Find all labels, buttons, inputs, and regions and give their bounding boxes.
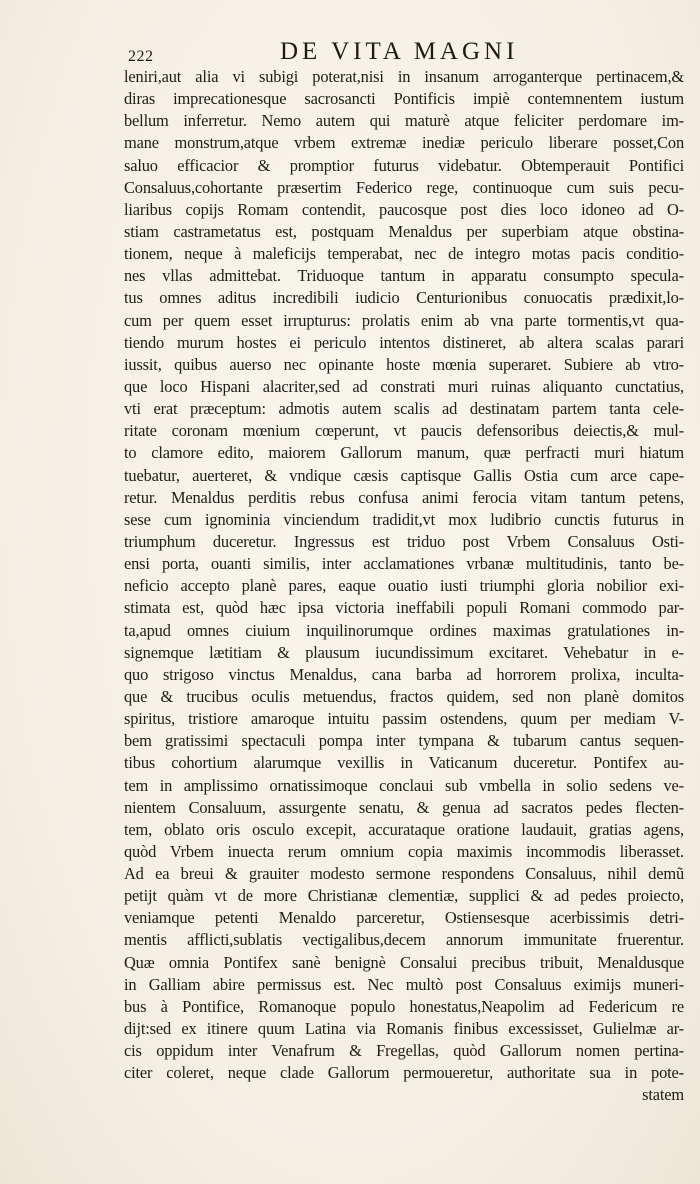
text-line: que & trucibus oculis metuendus, fractos quidem, sed non planè domitos [124, 686, 684, 706]
text-line: triumphum duceretur. Ingressus est triduo post Vrbem Consaluus Osti- [124, 531, 684, 551]
text-line: veniamque petenti Menaldo parceretur, Ostiensesque acerbissimis detri- [124, 908, 684, 928]
text-line: cum per quem esset irrupturus: prolatis enim ab vna parte tormentis,vt qua- [124, 310, 684, 330]
text-line: sese cum ignominia vinciendum tradidit,vt mox ludibrio cunctis futurus in [124, 509, 684, 529]
text-line: bus à Pontifice, Romanoque populo honestatus,Neapolim ad Federicum re [124, 996, 684, 1016]
text-line: spiritus, tristiore amaroque intuitu passim ostendens, quum per mediam V- [124, 709, 684, 729]
text-line: tiendo murum hostes ei periculo intentos distineret, ab altera scalas parari [124, 332, 684, 352]
body-text [124, 66, 684, 1107]
text-line: Ad ea breui & grauiter modesto sermone respondens Consaluus, nihil demũ [124, 864, 684, 884]
text-line: Quæ omnia Pontifex sanè benignè Consalui precibus tribuit, Menaldusque [124, 952, 684, 972]
text-line: retur. Menaldus perditis rebus confusa animi ferocia vitam tantum petens, [124, 487, 684, 507]
text-line: ritate coronam mœnium cœperunt, vt paucis defensoribus deiectis,& mul- [124, 421, 684, 441]
page-number: 222 [128, 48, 154, 65]
text-line: statem [642, 1085, 684, 1105]
text-line: tus omnes aditus incredibili iudicio Centurionibus conuocatis prædixit,lo- [124, 288, 684, 308]
text-line: Consaluus,cohortante præsertim Federico rege, continuoque cum suis pecu- [124, 177, 684, 197]
text-line: stimata est, quòd hæc ipsa victoria ineffabili populi Romani commodo par- [124, 598, 684, 618]
text-line: in Galliam abire permissus est. Nec multò post Consaluus eximijs muneri- [124, 974, 684, 994]
text-line: ensi porta, ouanti similis, inter acclamationes vrbanæ multitudinis, tanto be- [124, 554, 684, 574]
text-line: saluo efficacior & promptior futurus videbatur. Obtemperauit Pontifici [124, 155, 684, 175]
text-line: tem in amplissimo ornatissimoque conclaui sub vmbella in solio sedens ve- [124, 775, 684, 795]
text-line: nientem Consaluum, assurgente senatu, & genua ad sacratos pedes flecten- [124, 797, 684, 817]
text-line: leniri,aut alia vi subigi poterat,nisi in insanum arroganterque pertinacem,& [124, 67, 684, 86]
text-line: mane monstrum,atque vrbem extremæ inediæ periculo liberare posset,Con [124, 133, 684, 153]
running-head: DE VITA MAGNI [280, 38, 519, 65]
text-line: neficio accepto planè pares, eaque ouatio iusti triumphi gloria nobilior exi- [124, 576, 684, 596]
text-line: liaribus copijs Romam contendit, paucosque post dies loco idoneo ad O- [124, 199, 684, 219]
text-line: dijt:sed ex itinere quum Latina via Romanis finibus excessisset, Gulielmæ ar- [124, 1019, 684, 1039]
text-line: ta,apud omnes ciuium inquilinorumque ordines maximas gratulationes in- [124, 620, 684, 640]
text-line: diras imprecationesque sacrosancti Pontificis impiè contemnentem iustum [124, 89, 684, 109]
text-line: tionem, neque à maleficijs temperabat, nec de integro motas pacis conditio- [124, 244, 684, 264]
text-line: citer coleret, neque clade Gallorum permoueretur, authoritate sua in pote- [124, 1063, 684, 1083]
text-line: signemque lætitiam & plausum iucundissimum excitaret. Vehebatur in e- [124, 642, 684, 662]
text-line: bem gratissimi spectaculi pompa inter tympana & tubarum cantus sequen- [124, 731, 684, 751]
text-line: nes vllas admittebat. Triduoque tantum in apparatu consumpto specula- [124, 266, 684, 286]
text-line: to clamore edito, maiorem Gallorum manum, quæ perfracti muri hiatum [124, 443, 684, 463]
text-line: tuebatur, auerteret, & vndique cæsis captisque Gallis Ostia cum arce cape- [124, 465, 684, 485]
text-line: petijt quàm vt de more Christianæ clementiæ, supplici & ad pedes proiecto, [124, 886, 684, 906]
text-line: stiam castrametatus est, postquam Menaldus per superbiam atque obstina- [124, 221, 684, 241]
text-line: quo strigoso vinctus Menaldus, cana barba ad horrorem prolixa, inculta- [124, 664, 684, 684]
text-line: cis oppidum inter Venafrum & Fregellas, quòd Gallorum nomen pertina- [124, 1041, 684, 1061]
text-line: bellum inferretur. Nemo autem qui maturè atque feliciter perdomare im- [124, 111, 684, 131]
text-line: mentis afflicti,sublatis vectigalibus,decem annorum immunitate fruerentur. [124, 930, 684, 950]
text-line: que loco Hispani alacriter,sed ad constrati muri ruinas aliquanto cunctatius, [124, 376, 684, 396]
text-line: iussit, quibus auerso nec opinante hoste mœnia superaret. Subiere ab vtro- [124, 354, 684, 374]
text-line: tibus cohortium alarumque vexillis in Vaticanum duceretur. Pontifex au- [124, 753, 684, 773]
text-line: tem, oblato oris osculo excepit, accurataque oratione laudauit, gratias agens, [124, 819, 684, 839]
text-line: quòd Vrbem inuecta rerum omnium copia maximis incommodis liberasset. [124, 841, 684, 861]
text-line: vti erat præceptum: admotis autem scalis ad destinatam partem tanta cele- [124, 399, 684, 419]
